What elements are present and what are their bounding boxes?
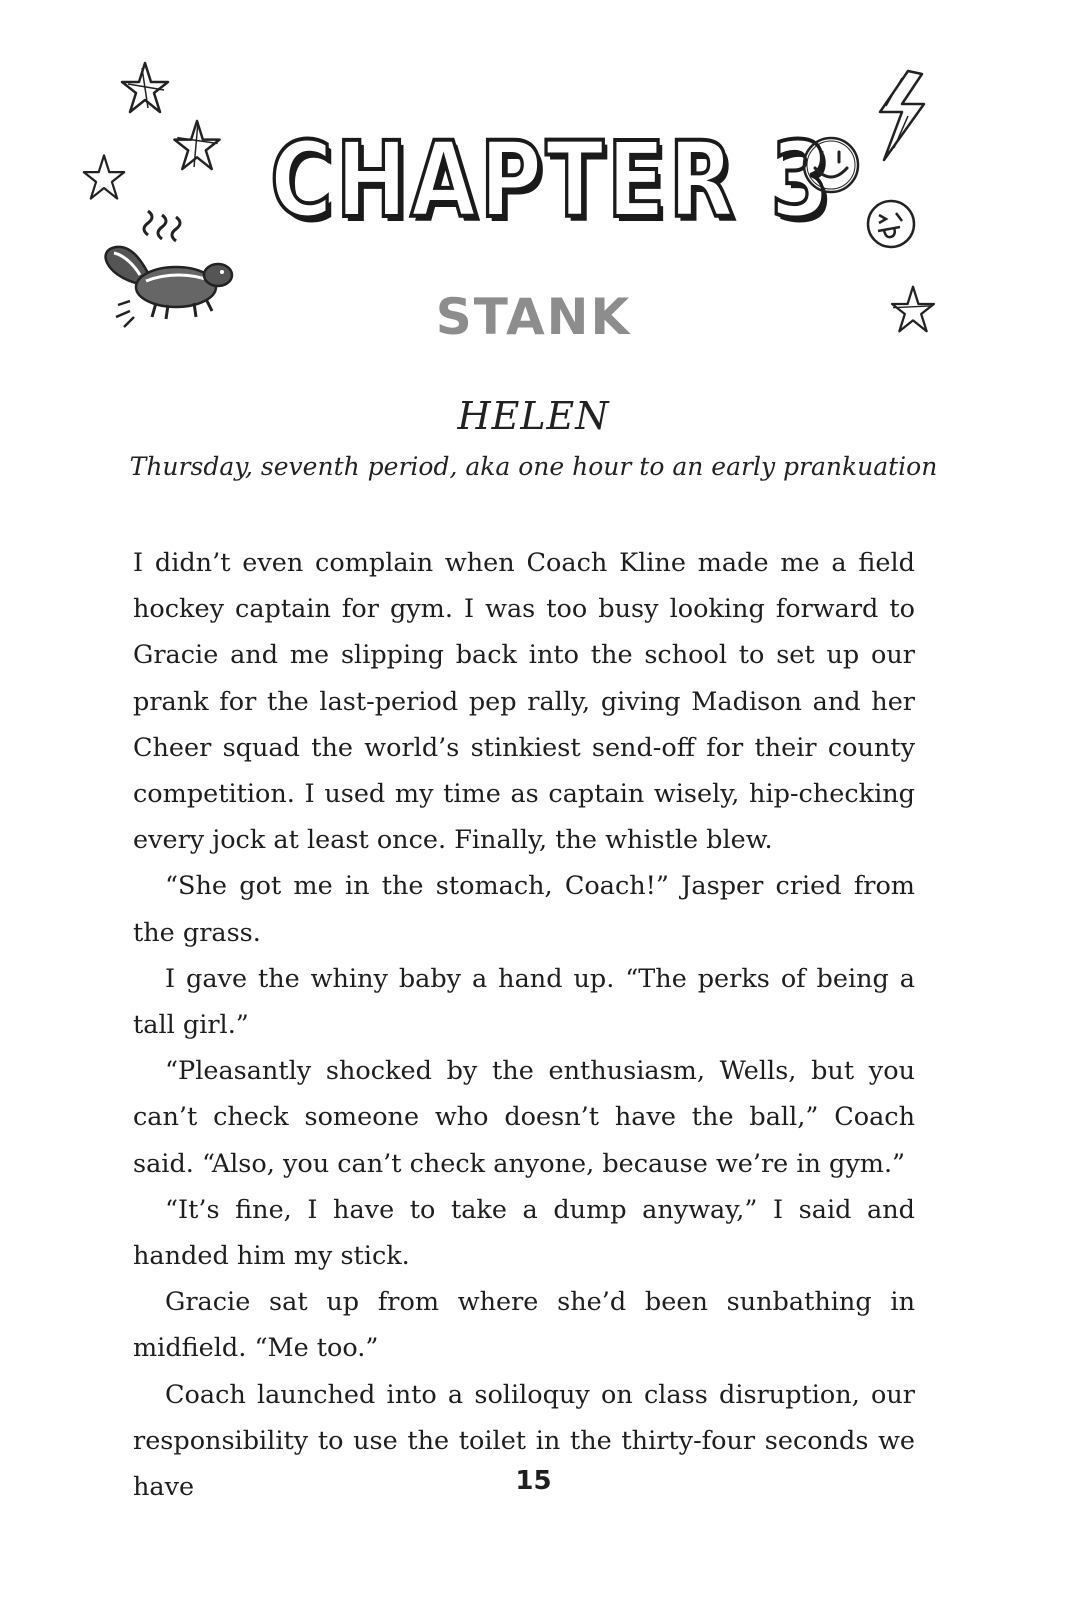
paragraph: Coach launched into a soliloquy on class disruption, our responsibility to use the toilet in the thirty-four seconds we have xyxy=(133,1379,915,1503)
time-note: Thursday, seventh period, aka one hour to an early prankuation xyxy=(129,452,938,481)
paragraph: “It’s fine, I have to take a dump anyway,” I said and handed him my stick. xyxy=(133,1194,915,1272)
star-icon xyxy=(888,284,938,334)
pov-heading: HELEN xyxy=(457,394,610,438)
page-number: 15 xyxy=(515,1466,552,1496)
chapter-subtitle: STANK xyxy=(435,288,632,346)
smiley-icon xyxy=(800,134,862,196)
paragraph: Gracie sat up from where she’d been sunbathing in midfield. “Me too.” xyxy=(133,1287,915,1364)
lightning-icon xyxy=(872,68,930,163)
paragraph: “She got me in the stomach, Coach!” Jasper cried from the grass. xyxy=(133,871,915,948)
star-icon xyxy=(170,118,224,172)
star-icon xyxy=(82,152,126,202)
tongue-face-icon xyxy=(864,197,918,251)
paragraph: I didn’t even complain when Coach Kline made me a field hockey captain for gym. I was too busy looking forward to Gracie and me slipping back into the school to set up our prank for the last-period pep rally, giving Madison and her Cheer squad the world’s stinkiest send-off for their county competition. I used my time as captain wisely, hip-checking every jock at least once. Finally, the whistle blew. xyxy=(133,548,915,856)
body-text xyxy=(133,540,915,1510)
paragraph: I gave the whiny baby a hand up. “The perks of being a tall girl.” xyxy=(133,963,915,1041)
paragraph: “Pleasantly shocked by the enthusiasm, Wells, but you can’t check someone who doesn’t have the ball,” Coach said. “Also, you can’t check anyone, because we’re in gym.” xyxy=(133,1056,915,1179)
star-icon xyxy=(120,60,170,115)
chapter-title: CHAPTER 3 xyxy=(270,119,834,241)
